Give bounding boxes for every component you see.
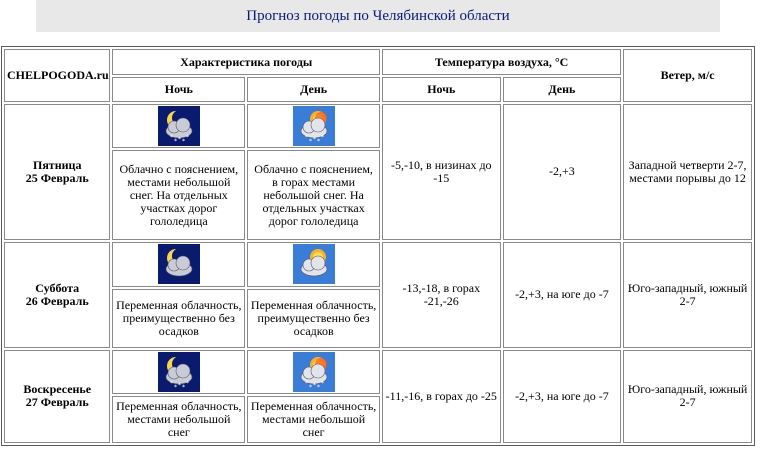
day-description: Переменная облачность, местами небольшой снег: [247, 396, 380, 443]
wind-value: Юго-западный, южный 2-7: [623, 242, 752, 348]
svg-text:*: *: [169, 379, 173, 387]
svg-text:*: *: [304, 379, 308, 387]
day-date: 26 Февраль: [25, 293, 89, 308]
svg-text:*: *: [320, 134, 324, 142]
temperature-header: Температура воздуха, °С: [382, 49, 621, 75]
svg-text:*: *: [312, 136, 316, 144]
wind-header: Ветер, м/с: [623, 49, 752, 102]
day-label: [4, 242, 110, 348]
day-label: [4, 350, 110, 443]
day-name: Суббота: [35, 280, 80, 295]
weather-night-header: Ночь: [112, 77, 245, 101]
night-description: Облачно с пояснением, местами небольшой снег. На отдельных участках дорог гололедица: [112, 150, 245, 239]
table-row: [4, 104, 752, 149]
wind-value: Юго-западный, южный 2-7: [623, 350, 752, 443]
svg-text:*: *: [173, 138, 177, 146]
moon-cloud-snow-icon: [158, 106, 200, 146]
sun-cloud-snow-icon: [293, 106, 335, 146]
temp-night-header: Ночь: [382, 77, 501, 101]
day-label: [4, 104, 110, 240]
wind-value: Западной четверти 2-7, местами порывы до 12: [623, 104, 752, 240]
svg-text:*: *: [312, 381, 316, 389]
temp-day-header: День: [503, 77, 622, 101]
temp-night: -11,-16, в горах до -25: [382, 350, 501, 443]
sun-cloud-icon: [293, 244, 335, 284]
night-description: Переменная облачность, местами небольшой снег: [112, 396, 245, 443]
sun-cloud-snow-icon: [293, 352, 335, 392]
temp-day: -2,+3: [503, 104, 622, 240]
temp-day: -2,+3, на юге до -7: [503, 242, 622, 348]
moon-cloud-icon: [158, 244, 200, 284]
weather-header: Характеристика погоды: [112, 49, 380, 75]
temp-day: -2,+3, на юге до -7: [503, 350, 622, 443]
day-date: 25 Февраль: [25, 170, 89, 185]
svg-text:*: *: [181, 138, 185, 146]
temp-night: -5,-10, в низинах до -15: [382, 104, 501, 240]
day-name: Воскресенье: [23, 382, 92, 397]
svg-text:*: *: [177, 136, 181, 144]
svg-text:*: *: [185, 379, 189, 387]
temp-night: -13,-18, в горах -21,-26: [382, 242, 501, 348]
svg-text:*: *: [308, 383, 312, 391]
weather-day-header: День: [247, 77, 380, 101]
day-date: 27 Февраль: [25, 395, 89, 410]
svg-text:*: *: [316, 383, 320, 391]
svg-text:*: *: [177, 381, 181, 389]
day-description: Облачно с пояснением, в горах местами небольшой снег. На отдельных участках дорог гололедица: [247, 150, 380, 239]
svg-text:*: *: [173, 383, 177, 391]
table-row: [4, 242, 752, 287]
day-name: Пятница: [32, 157, 82, 172]
svg-text:*: *: [308, 138, 312, 146]
site-name: CHELPOGODA.ru: [4, 49, 110, 102]
night-description: Переменная облачность, преимущественно без осадков: [112, 289, 245, 348]
svg-text:*: *: [181, 383, 185, 391]
svg-text:*: *: [304, 134, 308, 142]
svg-text:*: *: [169, 134, 173, 142]
table-row: [4, 350, 752, 395]
moon-cloud-snow-icon: [158, 352, 200, 392]
svg-text:*: *: [320, 379, 324, 387]
svg-text:*: *: [316, 138, 320, 146]
svg-text:*: *: [185, 134, 189, 142]
page-title: Прогноз погоды по Челябинской области: [36, 0, 720, 32]
forecast-table: [1, 46, 755, 446]
day-description: Переменная облачность, преимущественно без осадков: [247, 289, 380, 348]
